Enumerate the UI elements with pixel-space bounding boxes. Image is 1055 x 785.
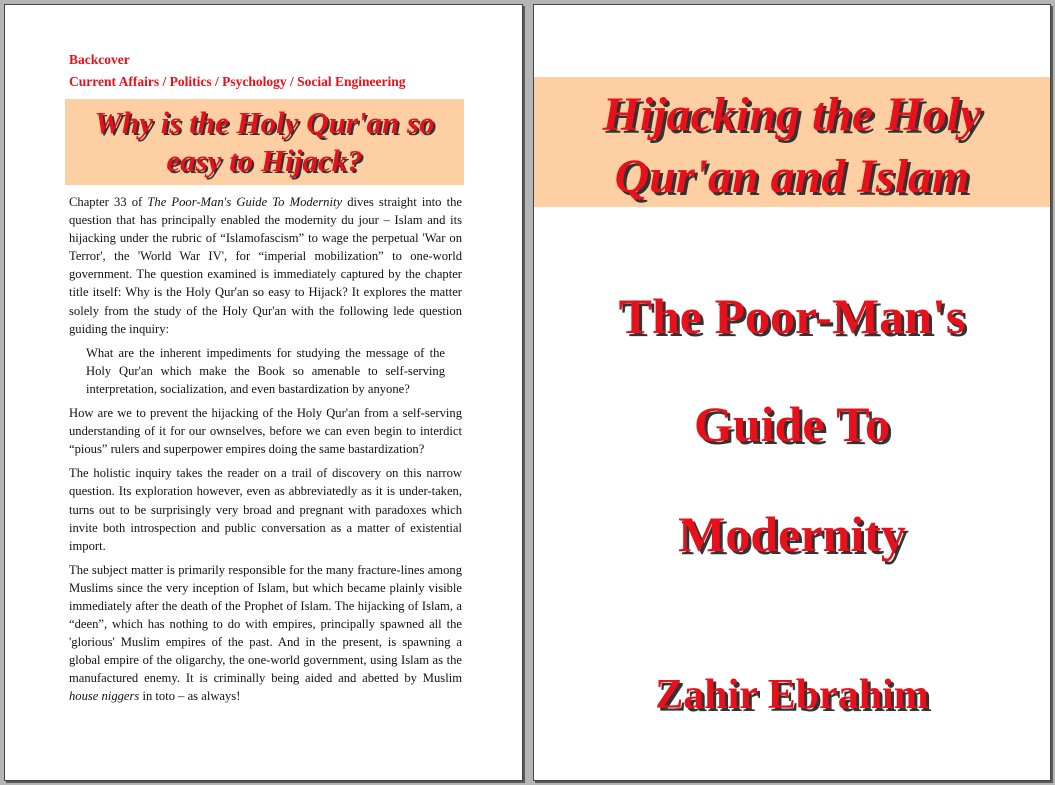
lede-question: What are the inherent impediments for studying the message of the Holy Qur'an which make the Book so amenable to self-serving interpretation, socialization, and even bastardization by anyone? <box>86 345 445 396</box>
book-title-italic: The Poor-Man's Guide To Modernity <box>147 195 343 209</box>
paragraph-2: How are we to prevent the hijacking of the Holy Qur'an from a self-serving understanding of it for our ownselves, before we can even begin to interdict “pious” rulers and superpower empires doing the same bastardization? <box>69 406 462 457</box>
front-banner-title <box>534 84 1050 208</box>
book-title-line-3: Modernity <box>678 506 906 562</box>
para1-rest: dives straight into the question that has principally enabled the modernity du jour – Islam and its hijacking under the rubric of “Islamofascism” to wage the perpetual 'War on Terror', the 'World War IV', for “imperial mobilization” to one-world government. The question examined is immediately captured by the chapter title itself: Why is the Holy Qur'an so easy to Hijack? It explores the matter solely from the study of the Holy Qur'an with the following lede question guiding the inquiry: <box>69 195 462 336</box>
paragraph-1 <box>69 193 462 338</box>
paragraph-3: The holistic inquiry takes the reader on a trail of discovery on this narrow question. Its exploration however, even as abbreviatedly as it is under-taken, turns out to be surprisingly very broad and pregnant with paradoxes which invite both introspection and public conversation as a matter of existential import. <box>69 466 462 553</box>
banner-line-2: Qur'an and Islam <box>614 150 970 203</box>
back-body-text <box>69 193 462 712</box>
book-title-line-1: The Poor-Man's <box>618 288 966 344</box>
back-headline: Why is the Holy Qur'an so easy to Hijack? <box>94 105 435 178</box>
author-name: Zahir Ebrahim <box>655 672 929 718</box>
book-title-line-2: Guide To <box>694 396 890 452</box>
category-line: Current Affairs / Politics / Psychology / Social Engineering <box>69 74 406 89</box>
banner-line-1: Hijacking the Holy <box>602 88 982 141</box>
para1-start: Chapter 33 of <box>69 195 148 209</box>
back-cover-page <box>4 4 523 781</box>
para4-end: in toto – as always! <box>139 689 241 704</box>
paragraph-4 <box>69 561 462 706</box>
para4-start: The subject matter is primarily responsible for the many fracture-lines among Muslims since the very inception of Islam, but which became plainly visible immediately after the death of the Prophet of Islam. The hijacking of Islam, a “deen”, which has nothing to do with empires, principally spawned all the 'glorious' Muslim empires of the past. And in the present, is spawning a global empire of the oligarchy, the one-world government, using Islam as the manufactured enemy. It is criminally being aided and abetted by Muslim <box>69 562 462 686</box>
front-cover-page <box>533 4 1051 781</box>
back-cover-label: Backcover <box>69 52 130 67</box>
para4-italic: house niggers <box>69 689 140 704</box>
